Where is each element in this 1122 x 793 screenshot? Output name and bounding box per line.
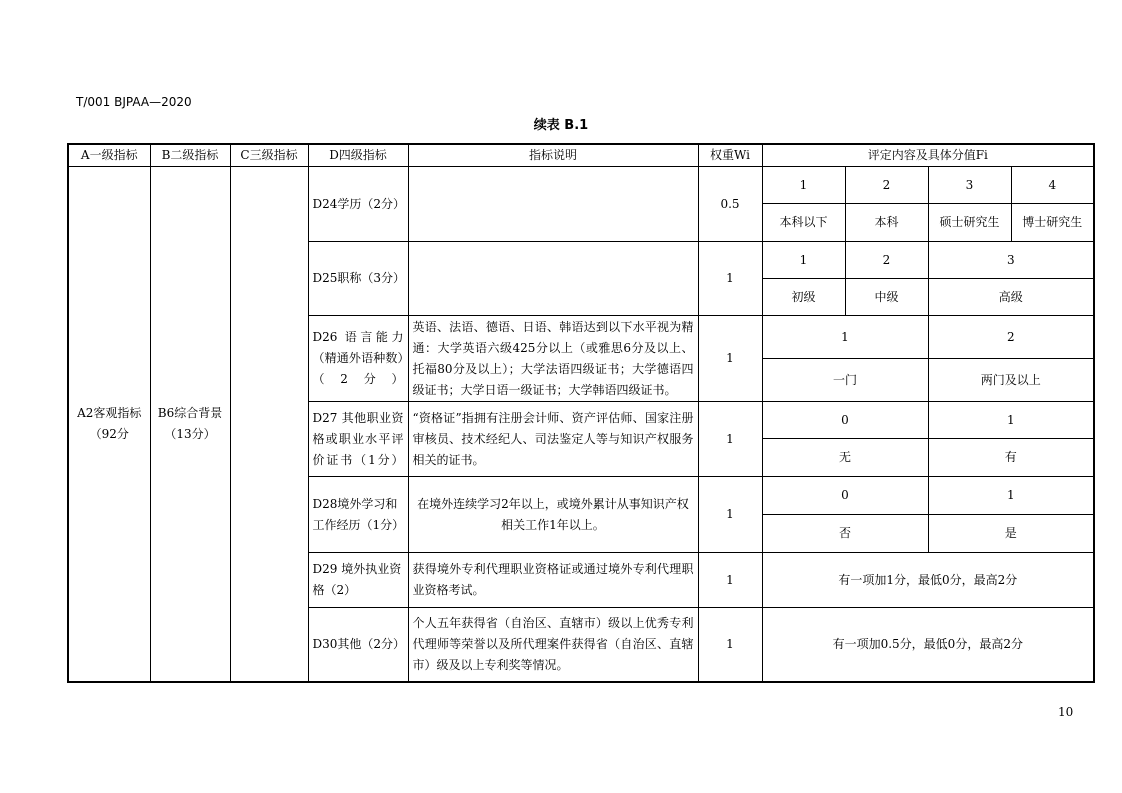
- d26-name: D26 语言能力（精通外语种数）（2分）: [308, 316, 408, 402]
- d25-score-2: 2: [845, 242, 928, 279]
- indicator-table: [67, 143, 1095, 683]
- d27-desc: “资格证”指拥有注册会计师、资产评估师、国家注册审核员、技术经纪人、司法鉴定人等与知识产权服务相关的证书。: [408, 402, 698, 477]
- d27-score-1: 0: [762, 402, 928, 439]
- d25-score-3: 3: [928, 242, 1094, 279]
- d28-score-1: 0: [762, 477, 928, 515]
- d25-level-1: 初级: [762, 279, 845, 316]
- d25-weight: 1: [698, 242, 762, 316]
- d26-score-2: 2: [928, 316, 1094, 359]
- d25-name: D25职称（3分）: [308, 242, 408, 316]
- d25-desc: [408, 242, 698, 316]
- d29-name: D29 境外执业资格（2）: [308, 553, 408, 608]
- d24-score-3: 3: [928, 167, 1011, 204]
- d27-score-2: 1: [928, 402, 1094, 439]
- col-header-b: B二级指标: [150, 144, 230, 167]
- page-number: 10: [1058, 705, 1074, 719]
- d27-weight: 1: [698, 402, 762, 477]
- col-header-c: C三级指标: [230, 144, 308, 167]
- d28-level-1: 否: [762, 515, 928, 553]
- a-indicator-cell: A2客观指标（92分: [68, 167, 150, 682]
- d27-name: D27 其他职业资格或职业水平评价证书（1分）: [308, 402, 408, 477]
- d25-level-2: 中级: [845, 279, 928, 316]
- d24-desc: [408, 167, 698, 242]
- d29-weight: 1: [698, 553, 762, 608]
- col-header-weight: 权重Wi: [698, 144, 762, 167]
- d26-desc: 英语、法语、德语、日语、韩语达到以下水平视为精通：大学英语六级425分以上（或雅思6分及以上、托福80分及以上）；大学法语四级证书；大学德语四级证书；大学日语一级证书；大学韩语四级证书。: [408, 316, 698, 402]
- d26-weight: 1: [698, 316, 762, 402]
- d27-level-2: 有: [928, 439, 1094, 477]
- d29-desc: 获得境外专利代理职业资格证或通过境外专利代理职业资格考试。: [408, 553, 698, 608]
- d28-desc: 在境外连续学习2年以上，或境外累计从事知识产权相关工作1年以上。: [408, 477, 698, 553]
- d28-level-2: 是: [928, 515, 1094, 553]
- d24-score-2: 2: [845, 167, 928, 204]
- d26-level-2: 两门及以上: [928, 359, 1094, 402]
- d24-name: D24学历（2分）: [308, 167, 408, 242]
- d28-weight: 1: [698, 477, 762, 553]
- d25-score-1: 1: [762, 242, 845, 279]
- d24-score-4: 4: [1011, 167, 1094, 204]
- col-header-d: D四级指标: [308, 144, 408, 167]
- d24-level-4: 博士研究生: [1011, 204, 1094, 242]
- d29-rule: 有一项加1分，最低0分，最高2分: [762, 553, 1094, 608]
- d26-score-1: 1: [762, 316, 928, 359]
- b-indicator-cell: B6综合背景（13分）: [150, 167, 230, 682]
- d24-weight: 0.5: [698, 167, 762, 242]
- d24-level-2: 本科: [845, 204, 928, 242]
- col-header-a: A一级指标: [68, 144, 150, 167]
- d24-level-3: 硕士研究生: [928, 204, 1011, 242]
- d30-desc: 个人五年获得省（自治区、直辖市）级以上优秀专利代理师等荣誉以及所代理案件获得省（自治区、直辖市）级及以上专利奖等情况。: [408, 608, 698, 682]
- d30-rule: 有一项加0.5分，最低0分，最高2分: [762, 608, 1094, 682]
- col-header-desc: 指标说明: [408, 144, 698, 167]
- col-header-score: 评定内容及具体分值Fi: [762, 144, 1094, 167]
- d26-level-1: 一门: [762, 359, 928, 402]
- d24-level-1: 本科以下: [762, 204, 845, 242]
- d28-name: D28境外学习和工作经历（1分）: [308, 477, 408, 553]
- header-row: [68, 144, 1094, 167]
- d24-score-1: 1: [762, 167, 845, 204]
- table-title: 续表 B.1: [533, 118, 589, 133]
- c-indicator-cell: [230, 167, 308, 682]
- d30-weight: 1: [698, 608, 762, 682]
- document-code: T/001 BJPAA—2020: [76, 95, 192, 109]
- d25-level-3: 高级: [928, 279, 1094, 316]
- d30-name: D30其他（2分）: [308, 608, 408, 682]
- d27-level-1: 无: [762, 439, 928, 477]
- table-row-d24-scores: [68, 167, 1094, 204]
- d28-score-2: 1: [928, 477, 1094, 515]
